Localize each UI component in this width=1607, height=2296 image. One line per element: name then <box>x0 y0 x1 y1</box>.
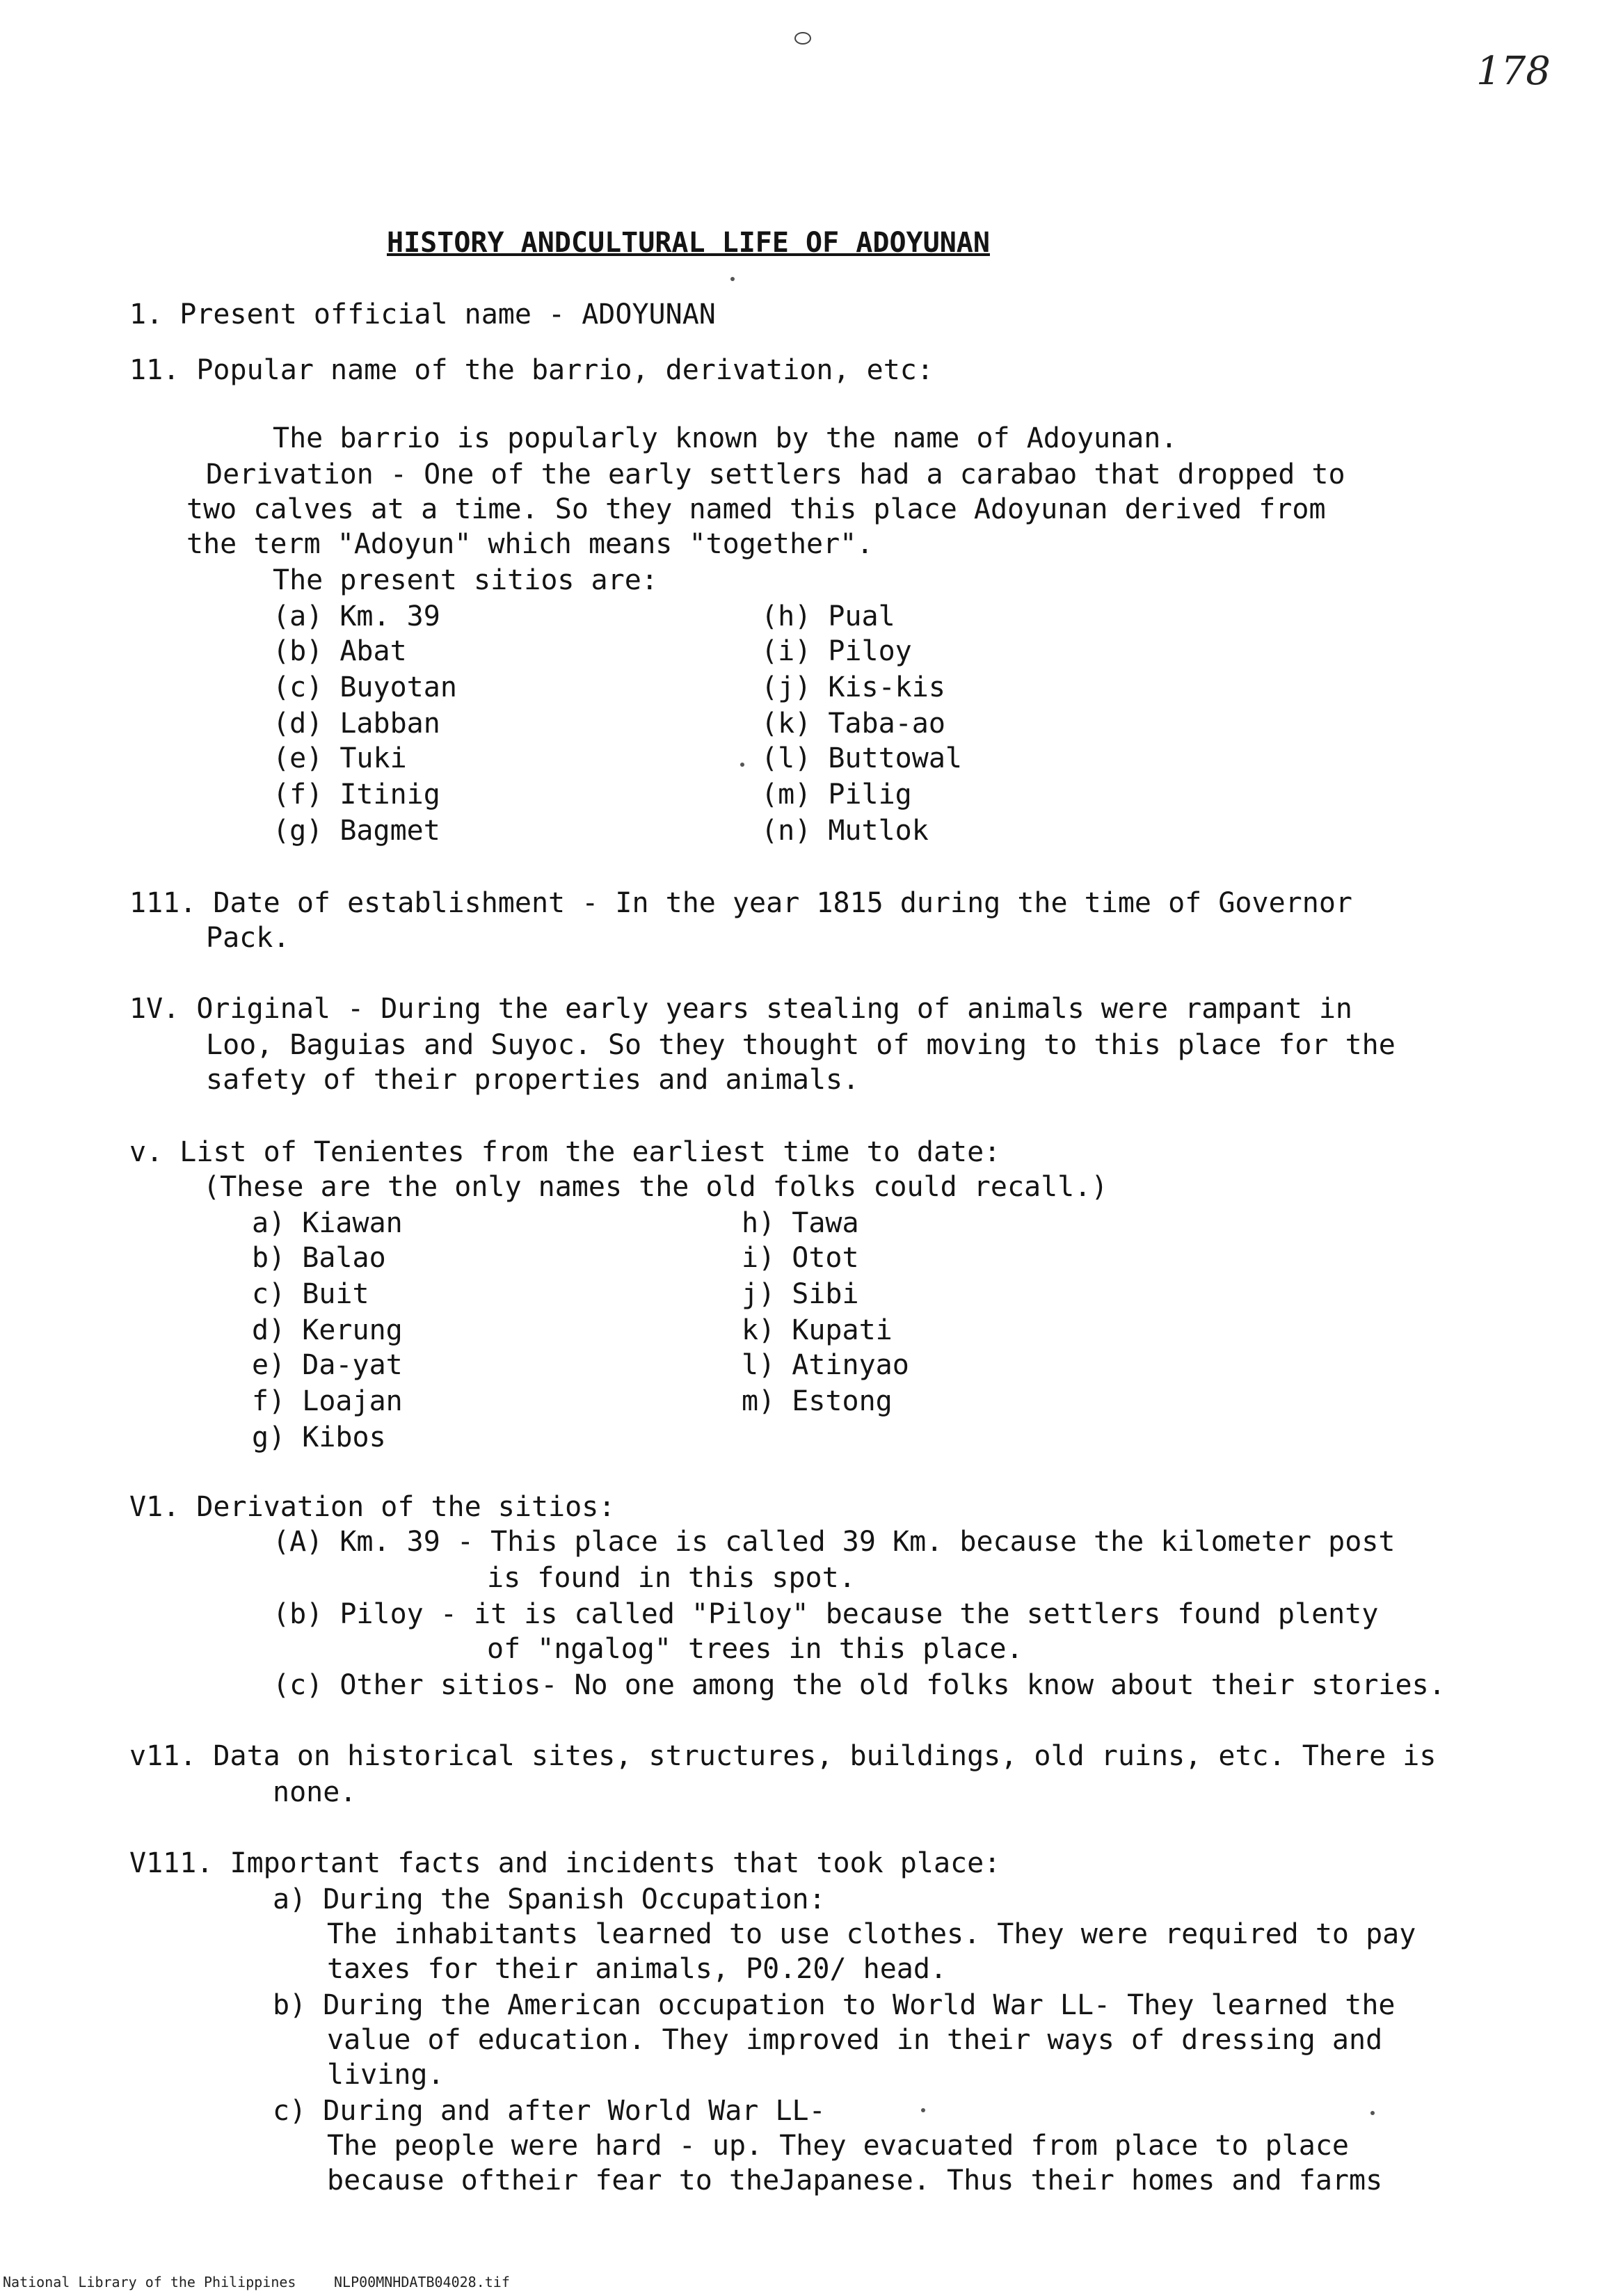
section-5-note: (These are the only names the old folks could recall.) <box>203 1171 1108 1203</box>
footer-file-name: NLP00MNHDATB04028.tif <box>334 2274 510 2290</box>
teniente-list-item: i) Otot <box>742 1242 859 1274</box>
section-2-paragraph-line: Derivation - One of the early settlers had a carabao that dropped to <box>206 459 1345 491</box>
section-2-paragraph-line: The barrio is popularly known by the name of Adoyunan. <box>273 422 1178 454</box>
sitio-list-item: (e) Tuki <box>273 742 407 774</box>
teniente-list-item: j) Sibi <box>742 1278 859 1310</box>
sitio-list-item: (c) Buyotan <box>273 671 457 703</box>
page-number: 178 <box>1476 49 1551 94</box>
section-8-subheading: b) During the American occupation to World War LL- They learned the <box>273 1989 1396 2021</box>
teniente-list-item: c) Buit <box>252 1278 369 1310</box>
teniente-list-item: f) Loajan <box>252 1385 403 1417</box>
teniente-list-item: m) Estong <box>742 1385 893 1417</box>
sitio-list-item: (b) Abat <box>273 635 407 667</box>
scan-speck <box>1370 2111 1375 2115</box>
section-6-sitio-derivation: (A) Km. 39 - This place is called 39 Km. because the kilometer post <box>273 1526 1396 1558</box>
section-8-subheading: a) During the Spanish Occupation: <box>273 1883 826 1915</box>
section-2-paragraph-line: the term "Adoyun" which means "together". <box>186 528 874 560</box>
section-5-heading: v. List of Tenientes from the earliest time to date: <box>129 1136 1001 1168</box>
section-6-sitio-derivation: of "ngalog" trees in this place. <box>487 1633 1023 1665</box>
document-title: HISTORY ANDCULTURAL LIFE OF ADOYUNAN <box>387 227 990 259</box>
section-3-establishment: 111. Date of establishment - In the year 1815 during the time of Governor <box>129 887 1352 919</box>
section-8-heading: V111. Important facts and incidents that took place: <box>129 1847 1001 1879</box>
section-4-original: safety of their properties and animals. <box>206 1064 860 1096</box>
section-8-paragraph-line: value of education. They improved in their ways of dressing and <box>327 2024 1383 2056</box>
sitio-list-item: (f) Itinig <box>273 779 440 811</box>
section-1-present-name: 1. Present official name - ADOYUNAN <box>129 298 716 330</box>
sitio-list-item: (l) Buttowal <box>761 742 962 774</box>
section-8-paragraph-line: taxes for their animals, P0.20/ head. <box>327 1953 948 1985</box>
teniente-list-item: b) Balao <box>252 1242 386 1274</box>
teniente-list-item: h) Tawa <box>742 1207 859 1239</box>
section-3-establishment: Pack. <box>206 922 290 954</box>
scan-speck <box>740 763 744 767</box>
teniente-list-item: g) Kibos <box>252 1421 386 1453</box>
sitio-list-item: (i) Piloy <box>761 635 912 667</box>
sitio-list-item: (m) Pilig <box>761 779 912 811</box>
archive-stamp-mark <box>794 32 811 45</box>
sitio-list-item: (g) Bagmet <box>273 815 440 847</box>
teniente-list-item: k) Kupati <box>742 1314 893 1346</box>
scan-speck <box>921 2108 925 2112</box>
teniente-list-item: a) Kiawan <box>252 1207 403 1239</box>
sitio-list-item: (n) Mutlok <box>761 815 929 847</box>
sitio-list-item: (h) Pual <box>761 600 895 632</box>
section-6-heading: V1. Derivation of the sitios: <box>129 1491 616 1523</box>
teniente-list-item: l) Atinyao <box>742 1349 909 1381</box>
section-4-original: Loo, Baguias and Suyoc. So they thought of moving to this place for the <box>206 1029 1396 1061</box>
section-8-paragraph-line: living. <box>327 2059 445 2091</box>
section-4-original: 1V. Original - During the early years stealing of animals were rampant in <box>129 993 1352 1025</box>
section-2-heading: 11. Popular name of the barrio, derivation, etc: <box>129 354 934 386</box>
section-2-paragraph-line: two calves at a time. So they named this place Adoyunan derived from <box>186 493 1326 525</box>
scan-speck <box>730 277 735 281</box>
section-6-sitio-derivation: (c) Other sitios- No one among the old folks know about their stories. <box>273 1669 1446 1701</box>
section-8-subheading: c) During and after World War LL- <box>273 2095 826 2127</box>
section-7-historical-sites: v11. Data on historical sites, structures, buildings, old ruins, etc. There is <box>129 1740 1437 1772</box>
section-7-historical-sites: none. <box>273 1776 357 1808</box>
section-8-paragraph-line: The inhabitants learned to use clothes. They were required to pay <box>327 1918 1416 1950</box>
footer-library-name: National Library of the Philippines <box>3 2274 296 2290</box>
section-8-paragraph-line: The people were hard - up. They evacuated from place to place <box>327 2130 1350 2162</box>
sitio-list-item: (a) Km. 39 <box>273 600 440 632</box>
section-6-sitio-derivation: (b) Piloy - it is called "Piloy" because the settlers found plenty <box>273 1598 1379 1630</box>
teniente-list-item: d) Kerung <box>252 1314 403 1346</box>
section-2-paragraph-line: The present sitios are: <box>273 564 658 596</box>
sitio-list-item: (d) Labban <box>273 708 440 740</box>
sitio-list-item: (k) Taba-ao <box>761 708 945 740</box>
section-8-paragraph-line: because oftheir fear to theJapanese. Thus their homes and farms <box>327 2165 1383 2197</box>
section-6-sitio-derivation: is found in this spot. <box>487 1562 856 1594</box>
sitio-list-item: (j) Kis-kis <box>761 671 945 703</box>
teniente-list-item: e) Da-yat <box>252 1349 403 1381</box>
